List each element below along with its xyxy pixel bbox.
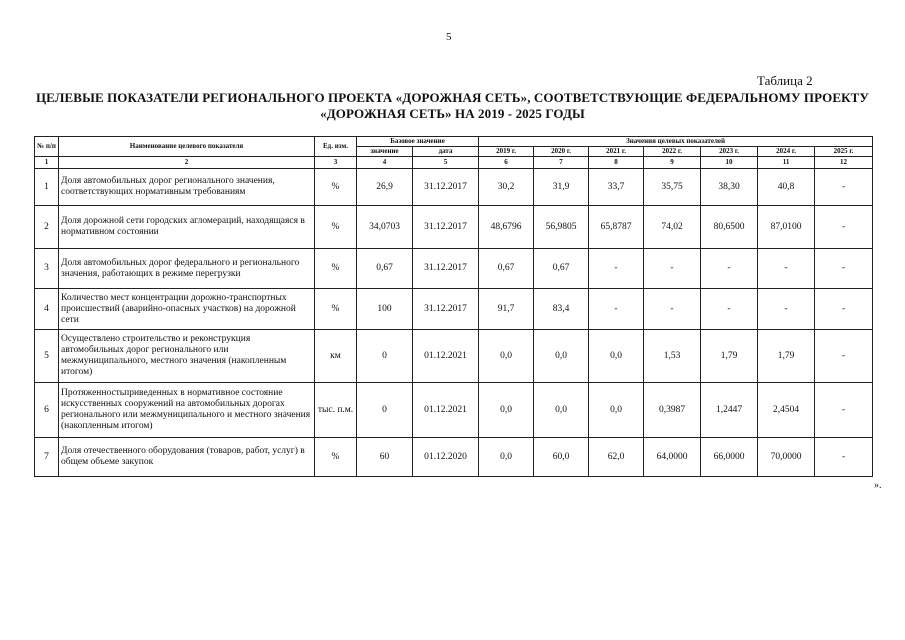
year-value-cell: 65,8787	[589, 206, 644, 249]
year-value-cell: -	[758, 289, 815, 330]
year-value-cell: 0,67	[534, 249, 589, 289]
indicator-name: Доля автомобильных дорог федерального и регионального значения, работающих в режиме перегрузки	[59, 249, 315, 289]
indicators-table	[34, 136, 873, 477]
year-value-cell: -	[644, 249, 701, 289]
year-value-cell: -	[815, 383, 873, 438]
column-number: 9	[644, 157, 701, 169]
year-value-cell: -	[758, 249, 815, 289]
year-value-cell: -	[589, 289, 644, 330]
base-date-cell: 31.12.2017	[413, 169, 479, 206]
year-value-cell: 1,53	[644, 330, 701, 383]
table-row	[35, 289, 873, 330]
header-year: 2022 г.	[644, 147, 701, 157]
column-number: 5	[413, 157, 479, 169]
column-number: 11	[758, 157, 815, 169]
row-number: 3	[35, 249, 59, 289]
year-value-cell: 0,0	[479, 438, 534, 477]
year-value-cell: 0,0	[479, 383, 534, 438]
indicator-name: Количество мест концентрации дорожно-транспортных происшествий (аварийно-опасных участков) на дорожной сети	[59, 289, 315, 330]
year-value-cell: -	[815, 206, 873, 249]
header-name: Наименование целевого показателя	[59, 137, 315, 157]
year-value-cell: 0,0	[534, 330, 589, 383]
base-date-cell: 01.12.2021	[413, 383, 479, 438]
header-year: 2025 г.	[815, 147, 873, 157]
year-value-cell: 80,6500	[701, 206, 758, 249]
base-value-cell: 0,67	[357, 249, 413, 289]
row-number: 2	[35, 206, 59, 249]
unit-cell: км	[315, 330, 357, 383]
base-value-cell: 34,0703	[357, 206, 413, 249]
indicator-name: Доля дорожной сети городских агломераций, находящаяся в нормативном состоянии	[59, 206, 315, 249]
year-value-cell: 87,0100	[758, 206, 815, 249]
year-value-cell: 0,0	[589, 330, 644, 383]
year-value-cell: -	[701, 289, 758, 330]
page-number: 5	[446, 31, 452, 43]
header-year: 2023 г.	[701, 147, 758, 157]
year-value-cell: -	[815, 249, 873, 289]
year-value-cell: -	[815, 330, 873, 383]
column-number: 8	[589, 157, 644, 169]
year-value-cell: 40,8	[758, 169, 815, 206]
base-date-cell: 01.12.2021	[413, 330, 479, 383]
indicator-name: Доля отечественного оборудования (товаров, работ, услуг) в общем объеме закупок	[59, 438, 315, 477]
year-value-cell: 0,0	[534, 383, 589, 438]
year-value-cell: 60,0	[534, 438, 589, 477]
year-value-cell: 64,0000	[644, 438, 701, 477]
table-label: Таблица 2	[757, 73, 813, 88]
base-value-cell: 0	[357, 330, 413, 383]
year-value-cell: 0,67	[479, 249, 534, 289]
header-base: Базовое значение	[357, 137, 479, 147]
indicator-name: Протяженностьприведенных в нормативное состояние искусственных сооружений на автомобильных дорогах регионального или межмуниципального и местного значения (накопленным итогом)	[59, 383, 315, 438]
document-title: ЦЕЛЕВЫЕ ПОКАЗАТЕЛИ РЕГИОНАЛЬНОГО ПРОЕКТА «ДОРОЖНАЯ СЕТЬ», СООТВЕТСТВУЮЩИЕ ФЕДЕРАЛЬНОМУ ПРОЕКТУ «ДОРОЖНАЯ СЕТЬ» НА 2019 - 2025 ГОДЫ	[35, 90, 870, 121]
year-value-cell: 66,0000	[701, 438, 758, 477]
header-year: 2024 г.	[758, 147, 815, 157]
closing-quote: ».	[874, 480, 882, 491]
unit-cell: тыс. п.м.	[315, 383, 357, 438]
header-base-value: значение	[357, 147, 413, 157]
base-value-cell: 60	[357, 438, 413, 477]
column-number: 2	[59, 157, 315, 169]
column-number: 1	[35, 157, 59, 169]
year-value-cell: 0,3987	[644, 383, 701, 438]
table-row	[35, 249, 873, 289]
year-value-cell: 2,4504	[758, 383, 815, 438]
year-value-cell: 48,6796	[479, 206, 534, 249]
header-num: № п/п	[35, 137, 59, 157]
year-value-cell: 91,7	[479, 289, 534, 330]
year-value-cell: 56,9805	[534, 206, 589, 249]
table-row	[35, 383, 873, 438]
unit-cell: %	[315, 438, 357, 477]
unit-cell: %	[315, 249, 357, 289]
year-value-cell: -	[589, 249, 644, 289]
base-date-cell: 31.12.2017	[413, 289, 479, 330]
header-unit: Ед. изм.	[315, 137, 357, 157]
header-targets: Значения целевых показателей	[479, 137, 873, 147]
base-date-cell: 31.12.2017	[413, 206, 479, 249]
column-number: 7	[534, 157, 589, 169]
indicator-name: Осуществлено строительство и реконструкция автомобильных дорог регионального или межмуниципального, местного значения (накопленным итогом)	[59, 330, 315, 383]
row-number: 1	[35, 169, 59, 206]
column-number: 4	[357, 157, 413, 169]
year-value-cell: -	[815, 169, 873, 206]
column-number: 3	[315, 157, 357, 169]
header-year: 2019 г.	[479, 147, 534, 157]
column-number: 12	[815, 157, 873, 169]
unit-cell: %	[315, 169, 357, 206]
table-row	[35, 169, 873, 206]
header-year: 2021 г.	[589, 147, 644, 157]
unit-cell: %	[315, 206, 357, 249]
indicator-name: Доля автомобильных дорог регионального значения, соответствующих нормативным требованиям	[59, 169, 315, 206]
year-value-cell: 35,75	[644, 169, 701, 206]
year-value-cell: 33,7	[589, 169, 644, 206]
year-value-cell: 38,30	[701, 169, 758, 206]
table-row	[35, 330, 873, 383]
header-year: 2020 г.	[534, 147, 589, 157]
year-value-cell: 1,79	[701, 330, 758, 383]
base-date-cell: 31.12.2017	[413, 249, 479, 289]
year-value-cell: 30,2	[479, 169, 534, 206]
row-number: 4	[35, 289, 59, 330]
year-value-cell: 31,9	[534, 169, 589, 206]
year-value-cell: -	[701, 249, 758, 289]
row-number: 5	[35, 330, 59, 383]
year-value-cell: -	[644, 289, 701, 330]
year-value-cell: -	[815, 289, 873, 330]
year-value-cell: 83,4	[534, 289, 589, 330]
row-number: 7	[35, 438, 59, 477]
year-value-cell: 74,02	[644, 206, 701, 249]
year-value-cell: 70,0000	[758, 438, 815, 477]
base-value-cell: 0	[357, 383, 413, 438]
year-value-cell: 62,0	[589, 438, 644, 477]
table-row	[35, 206, 873, 249]
year-value-cell: 1,2447	[701, 383, 758, 438]
year-value-cell: 0,0	[589, 383, 644, 438]
header-base-date: дата	[413, 147, 479, 157]
year-value-cell: 0,0	[479, 330, 534, 383]
row-number: 6	[35, 383, 59, 438]
year-value-cell: 1,79	[758, 330, 815, 383]
base-date-cell: 01.12.2020	[413, 438, 479, 477]
base-value-cell: 100	[357, 289, 413, 330]
table-row	[35, 438, 873, 477]
column-number: 10	[701, 157, 758, 169]
base-value-cell: 26,9	[357, 169, 413, 206]
year-value-cell: -	[815, 438, 873, 477]
column-number: 6	[479, 157, 534, 169]
unit-cell: %	[315, 289, 357, 330]
